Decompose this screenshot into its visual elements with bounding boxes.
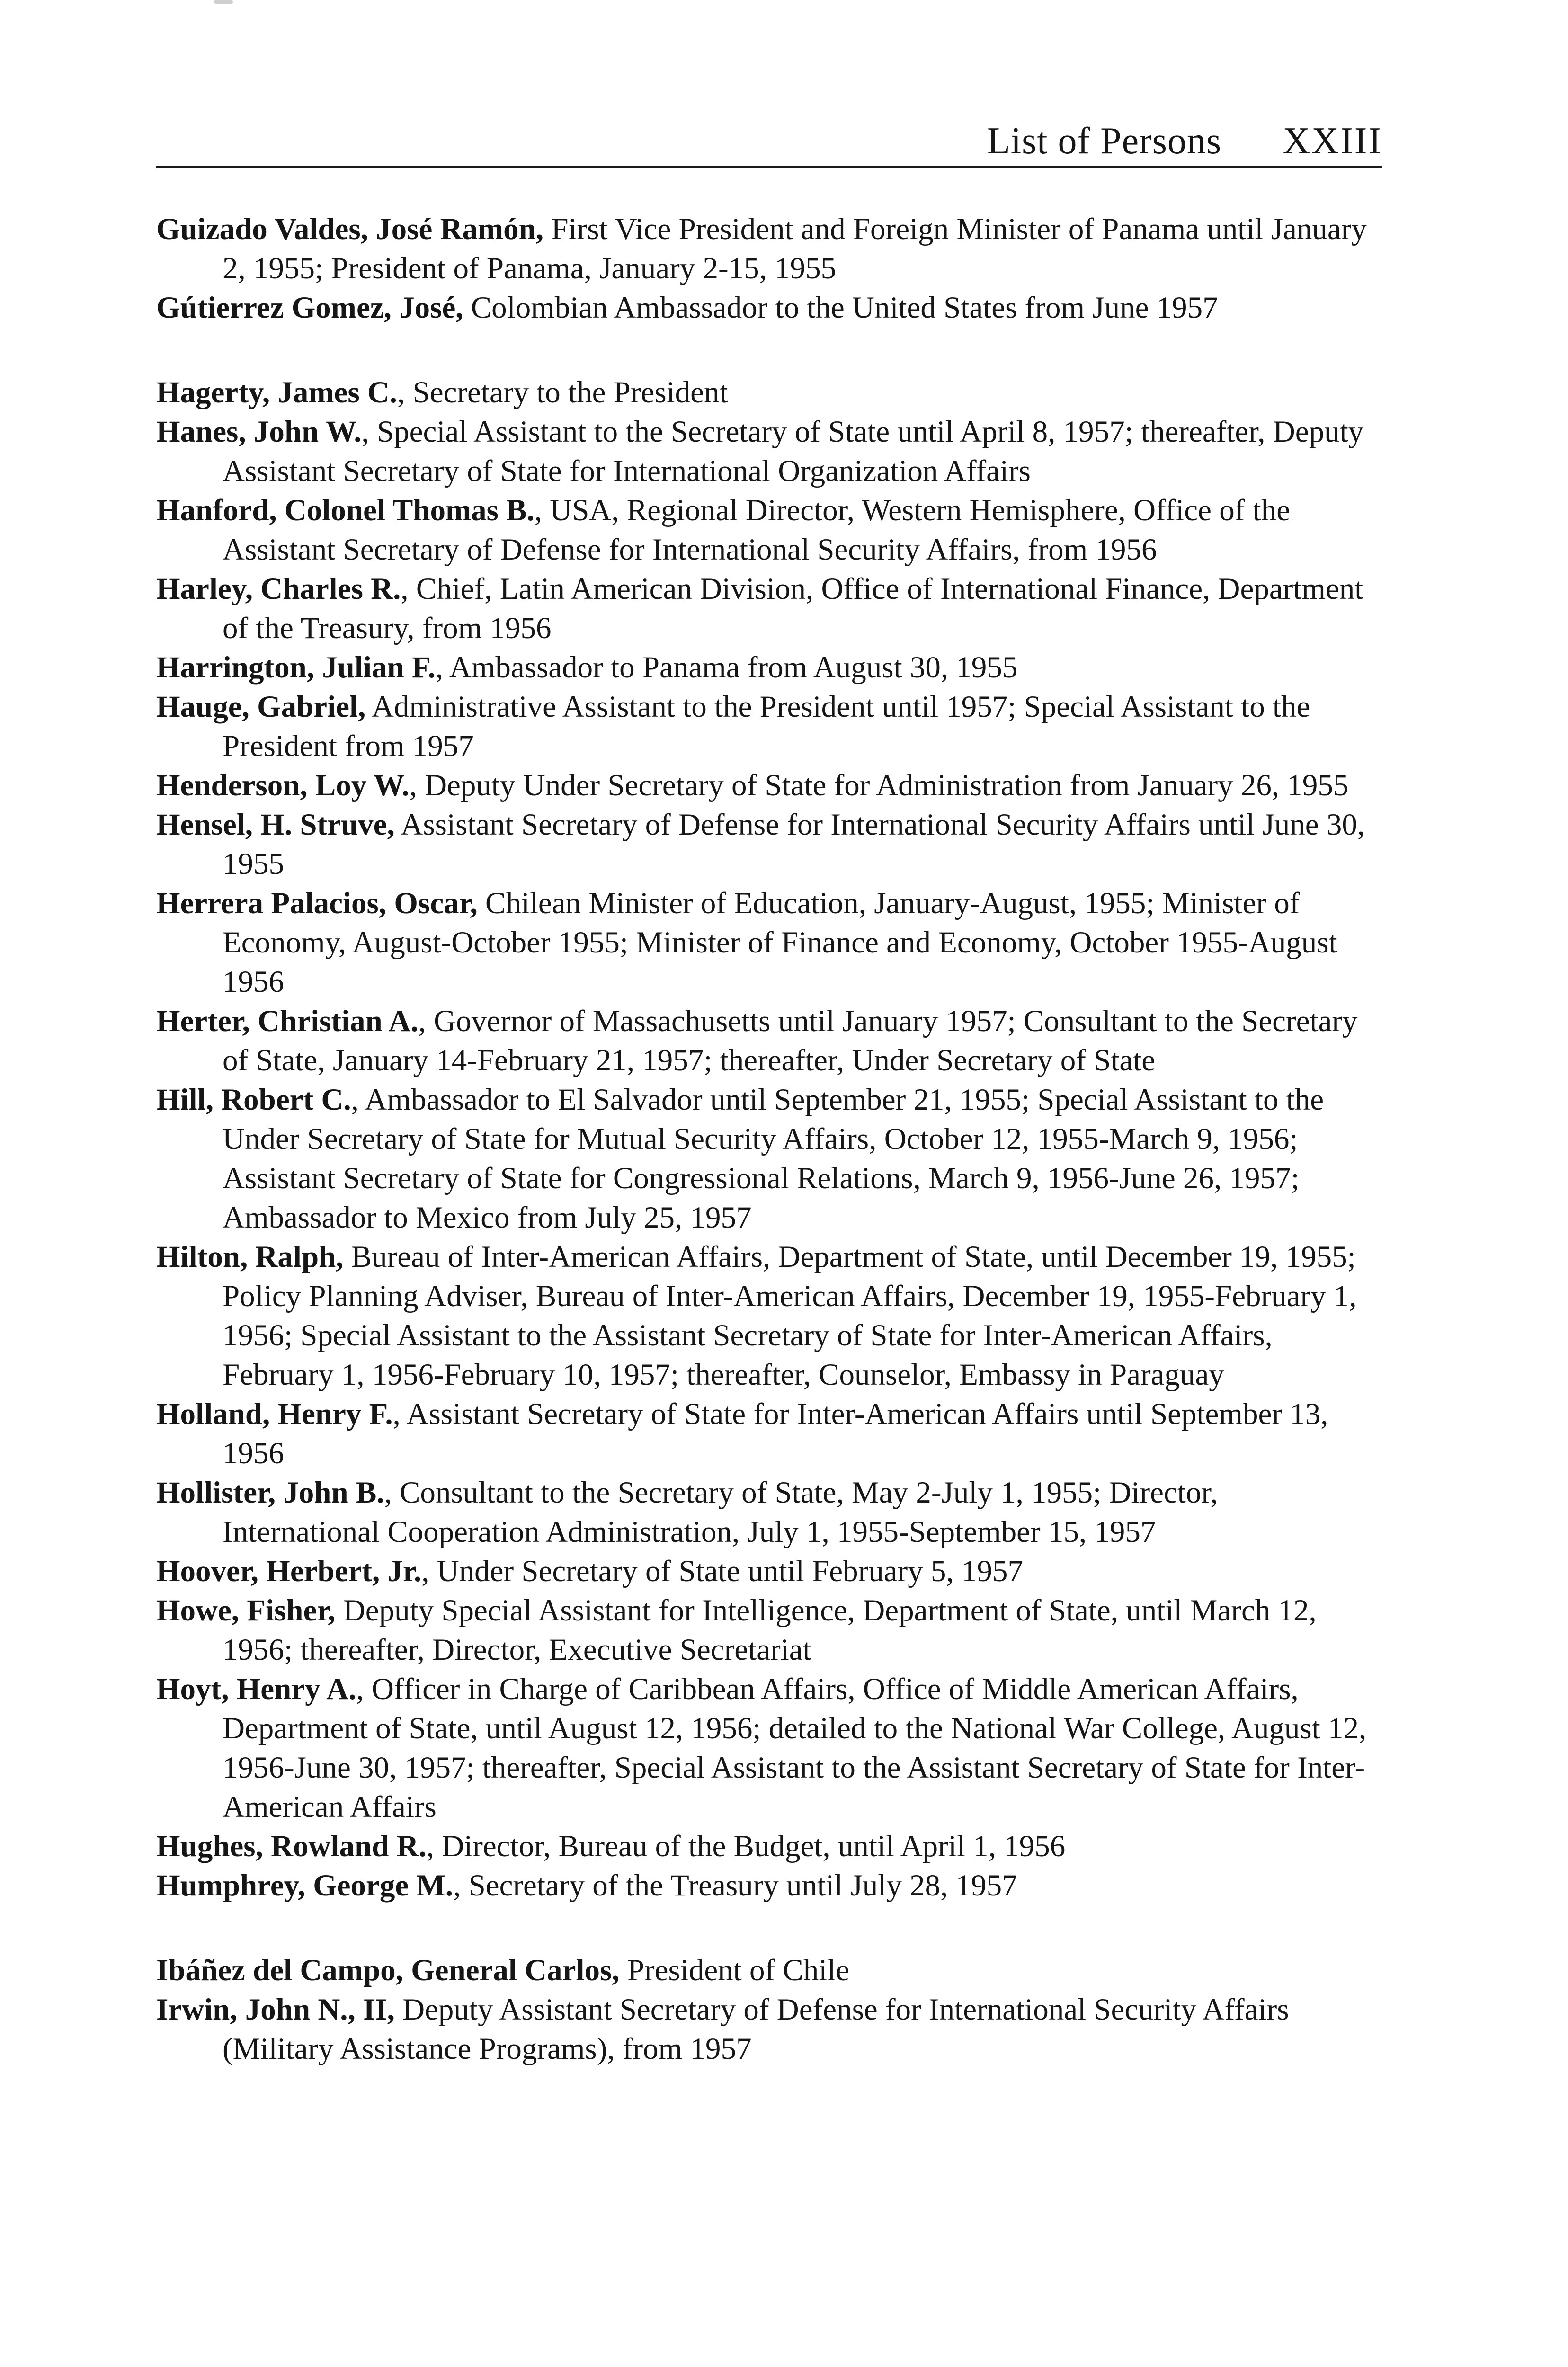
person-name: Hanes, John W. [156,415,362,449]
person-entry [156,1473,1382,1552]
letter-group [156,1951,1382,2069]
person-description: Bureau of Inter-American Affairs, Department of State, until December 19, 1955; Policy Planning Adviser, Bureau of Inter-American Affairs, December 19, 1955-February 1, 1956; Special Assistant to the Assistant Secretary of State for Inter-American Affairs, February 1, 1956-February 10, 1957; thereafter, Counselor, Embassy in Paraguay [223,1240,1357,1392]
person-name: Gútierrez Gomez, José, [156,291,463,325]
person-entry [156,884,1382,1002]
person-description: , Ambassador to Panama from August 30, 1955 [435,650,1018,685]
person-description: President of Chile [619,1953,850,1987]
person-name: Herrera Palacios, Oscar, [156,886,478,920]
person-description: , Secretary of the Treasury until July 28, 1957 [453,1869,1017,1903]
person-description: , Ambassador to El Salvador until September 21, 1955; Special Assistant to the Under Secretary of State for Mutual Security Affairs, October 12, 1955-March 9, 1956; Assistant Secretary of State for Congressional Relations, March 9, 1956-June 26, 1957; Ambassador to Mexico from July 25, 1957 [223,1083,1324,1235]
document-page [156,109,1382,2069]
person-entry [156,648,1382,687]
page-number: XXIII [1283,120,1382,162]
person-description: , Consultant to the Secretary of State, May 2-July 1, 1955; Director, International Cooperation Administration, July 1, 1955-September 15, 1957 [223,1476,1218,1549]
person-name: Humphrey, George M. [156,1869,454,1903]
person-name: Hauge, Gabriel, [156,690,366,724]
person-entry [156,491,1382,570]
letter-group [156,210,1382,328]
person-entry [156,687,1382,766]
person-entry [156,1827,1382,1866]
person-entry [156,1866,1382,1905]
running-head-title: List of Persons [987,120,1221,162]
persons-list [156,210,1382,2069]
person-name: Henderson, Loy W. [156,768,410,802]
person-description: , Assistant Secretary of State for Inter-American Affairs until September 13, 1956 [223,1397,1328,1470]
person-entry [156,412,1382,491]
person-entry [156,210,1382,288]
person-description: Colombian Ambassador to the United States from June 1957 [463,291,1218,325]
person-description: Deputy Assistant Secretary of Defense for International Security Affairs (Military Assistance Programs), from 1957 [223,1993,1289,2066]
person-name: Irwin, John N., II, [156,1993,395,2027]
person-description: First Vice President and Foreign Minister of Panama until January 2, 1955; President of Panama, January 2-15, 1955 [223,212,1367,285]
person-name: Hilton, Ralph, [156,1240,344,1274]
person-entry [156,1395,1382,1473]
person-entry [156,373,1382,412]
person-entry [156,1002,1382,1080]
person-name: Hoyt, Henry A. [156,1672,356,1706]
person-name: Harrington, Julian F. [156,650,436,685]
person-entry [156,1670,1382,1827]
person-entry [156,1951,1382,1990]
person-description: , Special Assistant to the Secretary of State until April 8, 1957; thereafter, Deputy Assistant Secretary of State for International Organization Affairs [223,415,1364,488]
person-description: Chilean Minister of Education, January-August, 1955; Minister of Economy, August-October 1955; Minister of Finance and Economy, October 1955-August 1956 [223,886,1337,999]
person-name: Herter, Christian A. [156,1004,419,1038]
running-head [156,109,1382,168]
person-entry [156,1552,1382,1591]
person-name: Hensel, H. Struve, [156,808,395,842]
person-entry [156,766,1382,805]
person-name: Howe, Fisher, [156,1593,336,1628]
person-entry [156,805,1382,884]
person-description: Administrative Assistant to the President until 1957; Special Assistant to the President from 1957 [223,690,1310,763]
person-description: Assistant Secretary of Defense for International Security Affairs until June 30, 1955 [223,808,1365,881]
person-entry [156,570,1382,648]
person-name: Hoover, Herbert, Jr. [156,1554,422,1588]
person-entry [156,1237,1382,1395]
person-description: , Officer in Charge of Caribbean Affairs, Office of Middle American Affairs, Department of State, until August 12, 1956; detailed to the National War College, August 12, 1956-June 30, 1957; thereafter, Special Assistant to the Assistant Secretary of State for Inter-American Affairs [223,1672,1367,1824]
person-description: , Governor of Massachusetts until January 1957; Consultant to the Secretary of State, January 14-February 21, 1957; thereafter, Under Secretary of State [223,1004,1358,1077]
person-name: Holland, Henry F. [156,1397,393,1431]
person-name: Hagerty, James C. [156,375,398,409]
person-entry [156,1990,1382,2069]
person-description: , USA, Regional Director, Western Hemisphere, Office of the Assistant Secretary of Defense for International Security Affairs, from 1956 [223,493,1291,567]
person-name: Ibáñez del Campo, General Carlos, [156,1953,620,1987]
person-entry [156,288,1382,328]
letter-group [156,373,1382,1905]
person-name: Harley, Charles R. [156,572,401,606]
person-entry [156,1591,1382,1670]
person-name: Hollister, John B. [156,1476,384,1510]
person-name: Hughes, Rowland R. [156,1829,427,1863]
person-description: , Under Secretary of State until February 5, 1957 [421,1554,1023,1588]
person-name: Guizado Valdes, José Ramón, [156,212,544,246]
person-description: , Director, Bureau of the Budget, until April 1, 1956 [426,1829,1066,1863]
person-description: , Secretary to the President [397,375,728,409]
scan-mark [214,0,233,4]
person-description: Deputy Special Assistant for Intelligence, Department of State, until March 12, 1956; thereafter, Director, Executive Secretariat [223,1593,1317,1667]
person-description: , Chief, Latin American Division, Office of International Finance, Department of the Treasury, from 1956 [223,572,1363,645]
person-name: Hill, Robert C. [156,1083,351,1117]
person-entry [156,1080,1382,1237]
person-description: , Deputy Under Secretary of State for Administration from January 26, 1955 [409,768,1349,802]
person-name: Hanford, Colonel Thomas B. [156,493,535,527]
